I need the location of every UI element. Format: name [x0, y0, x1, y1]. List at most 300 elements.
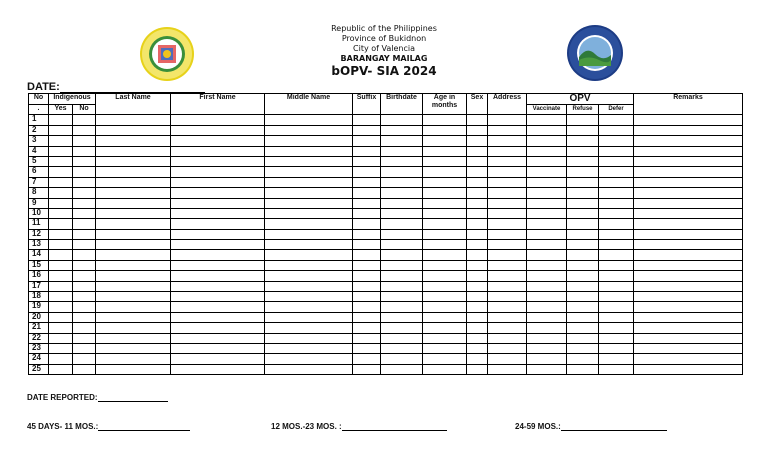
table-cell[interactable] [73, 292, 96, 302]
table-cell[interactable] [49, 136, 73, 146]
table-cell[interactable] [599, 177, 634, 187]
table-cell[interactable] [96, 125, 171, 135]
table-cell[interactable] [527, 292, 567, 302]
table-cell[interactable] [527, 364, 567, 374]
table-cell[interactable] [634, 240, 743, 250]
table-cell[interactable] [599, 271, 634, 281]
table-cell[interactable] [467, 198, 488, 208]
table-cell[interactable] [265, 323, 353, 333]
table-cell[interactable] [265, 208, 353, 218]
table-cell[interactable] [599, 115, 634, 125]
table-cell[interactable] [527, 333, 567, 343]
table-cell[interactable] [265, 198, 353, 208]
table-cell[interactable] [73, 250, 96, 260]
table-cell[interactable] [353, 260, 381, 270]
table-cell[interactable] [527, 219, 567, 229]
table-cell[interactable] [49, 333, 73, 343]
table-cell[interactable] [527, 229, 567, 239]
table-cell[interactable] [96, 323, 171, 333]
table-cell[interactable] [527, 167, 567, 177]
table-cell[interactable] [265, 167, 353, 177]
table-cell[interactable] [353, 177, 381, 187]
table-cell[interactable] [634, 125, 743, 135]
table-cell[interactable] [49, 177, 73, 187]
table-cell[interactable] [423, 146, 467, 156]
age-group-2-blank[interactable] [342, 422, 447, 431]
table-cell[interactable] [423, 219, 467, 229]
table-cell[interactable] [171, 271, 265, 281]
table-cell[interactable] [171, 364, 265, 374]
table-cell[interactable] [634, 188, 743, 198]
table-cell[interactable] [353, 219, 381, 229]
table-cell[interactable] [96, 156, 171, 166]
table-cell[interactable] [96, 188, 171, 198]
table-cell[interactable] [265, 250, 353, 260]
table-cell[interactable] [567, 188, 599, 198]
table-cell[interactable] [381, 271, 423, 281]
table-cell[interactable] [634, 312, 743, 322]
table-cell[interactable] [381, 240, 423, 250]
table-cell[interactable] [527, 188, 567, 198]
table-cell[interactable] [527, 240, 567, 250]
table-cell[interactable] [265, 136, 353, 146]
table-cell[interactable] [353, 240, 381, 250]
table-cell[interactable] [49, 354, 73, 364]
table-cell[interactable] [353, 198, 381, 208]
table-cell[interactable] [49, 364, 73, 374]
table-cell[interactable] [265, 156, 353, 166]
table-cell[interactable] [488, 260, 527, 270]
table-cell[interactable] [488, 208, 527, 218]
table-cell[interactable] [423, 271, 467, 281]
table-cell[interactable] [488, 312, 527, 322]
table-cell[interactable] [634, 333, 743, 343]
table-cell[interactable] [96, 302, 171, 312]
table-cell[interactable] [73, 333, 96, 343]
table-cell[interactable] [599, 219, 634, 229]
table-cell[interactable] [567, 354, 599, 364]
table-cell[interactable] [423, 115, 467, 125]
table-cell[interactable] [527, 250, 567, 260]
table-cell[interactable] [488, 229, 527, 239]
table-cell[interactable] [599, 364, 634, 374]
table-cell[interactable] [353, 343, 381, 353]
table-cell[interactable] [599, 136, 634, 146]
table-cell[interactable] [467, 250, 488, 260]
table-cell[interactable] [527, 323, 567, 333]
table-cell[interactable] [171, 240, 265, 250]
table-cell[interactable] [599, 156, 634, 166]
table-cell[interactable] [171, 219, 265, 229]
table-cell[interactable] [353, 333, 381, 343]
table-cell[interactable] [265, 312, 353, 322]
table-cell[interactable] [353, 364, 381, 374]
table-cell[interactable] [265, 229, 353, 239]
table-cell[interactable] [634, 177, 743, 187]
table-cell[interactable] [567, 250, 599, 260]
table-cell[interactable] [634, 167, 743, 177]
table-cell[interactable] [634, 136, 743, 146]
table-cell[interactable] [49, 260, 73, 270]
table-cell[interactable] [171, 323, 265, 333]
table-cell[interactable] [423, 333, 467, 343]
table-cell[interactable] [634, 229, 743, 239]
table-cell[interactable] [467, 167, 488, 177]
table-cell[interactable] [567, 198, 599, 208]
table-cell[interactable] [423, 250, 467, 260]
table-cell[interactable] [73, 167, 96, 177]
age-group-1-blank[interactable] [98, 422, 190, 431]
table-cell[interactable] [96, 136, 171, 146]
table-cell[interactable] [567, 146, 599, 156]
table-cell[interactable] [73, 364, 96, 374]
table-cell[interactable] [353, 115, 381, 125]
table-cell[interactable] [467, 343, 488, 353]
table-cell[interactable] [381, 156, 423, 166]
table-cell[interactable] [567, 136, 599, 146]
table-cell[interactable] [599, 312, 634, 322]
table-cell[interactable] [634, 302, 743, 312]
table-cell[interactable] [171, 156, 265, 166]
table-cell[interactable] [467, 271, 488, 281]
table-cell[interactable] [265, 302, 353, 312]
table-cell[interactable] [567, 229, 599, 239]
table-cell[interactable] [171, 167, 265, 177]
table-cell[interactable] [488, 292, 527, 302]
table-cell[interactable] [634, 146, 743, 156]
table-cell[interactable] [96, 292, 171, 302]
table-cell[interactable] [634, 343, 743, 353]
table-cell[interactable] [423, 260, 467, 270]
table-cell[interactable] [567, 364, 599, 374]
table-cell[interactable] [73, 302, 96, 312]
table-cell[interactable] [567, 281, 599, 291]
table-cell[interactable] [49, 125, 73, 135]
table-cell[interactable] [423, 323, 467, 333]
table-cell[interactable] [73, 115, 96, 125]
table-cell[interactable] [171, 136, 265, 146]
table-cell[interactable] [488, 177, 527, 187]
table-cell[interactable] [353, 323, 381, 333]
table-cell[interactable] [423, 198, 467, 208]
table-cell[interactable] [171, 198, 265, 208]
table-cell[interactable] [527, 312, 567, 322]
table-cell[interactable] [73, 260, 96, 270]
table-cell[interactable] [353, 292, 381, 302]
table-cell[interactable] [599, 198, 634, 208]
table-cell[interactable] [96, 333, 171, 343]
table-cell[interactable] [73, 240, 96, 250]
table-cell[interactable] [265, 177, 353, 187]
table-cell[interactable] [488, 281, 527, 291]
table-cell[interactable] [381, 364, 423, 374]
table-cell[interactable] [171, 208, 265, 218]
table-cell[interactable] [73, 125, 96, 135]
table-cell[interactable] [73, 208, 96, 218]
table-cell[interactable] [381, 136, 423, 146]
table-cell[interactable] [73, 219, 96, 229]
table-cell[interactable] [49, 115, 73, 125]
table-cell[interactable] [423, 208, 467, 218]
table-cell[interactable] [567, 240, 599, 250]
table-cell[interactable] [634, 208, 743, 218]
table-cell[interactable] [423, 302, 467, 312]
table-cell[interactable] [467, 312, 488, 322]
table-cell[interactable] [488, 271, 527, 281]
table-cell[interactable] [527, 115, 567, 125]
table-cell[interactable] [265, 354, 353, 364]
table-cell[interactable] [467, 115, 488, 125]
table-cell[interactable] [634, 281, 743, 291]
table-cell[interactable] [353, 354, 381, 364]
table-cell[interactable] [467, 323, 488, 333]
table-cell[interactable] [381, 167, 423, 177]
table-cell[interactable] [381, 115, 423, 125]
table-cell[interactable] [265, 240, 353, 250]
table-cell[interactable] [527, 343, 567, 353]
table-cell[interactable] [467, 364, 488, 374]
table-cell[interactable] [488, 136, 527, 146]
table-cell[interactable] [488, 156, 527, 166]
table-cell[interactable] [49, 229, 73, 239]
table-cell[interactable] [634, 292, 743, 302]
table-cell[interactable] [49, 146, 73, 156]
table-cell[interactable] [49, 271, 73, 281]
table-cell[interactable] [599, 323, 634, 333]
table-cell[interactable] [73, 136, 96, 146]
table-cell[interactable] [96, 115, 171, 125]
date-blank-line[interactable] [60, 83, 205, 93]
table-cell[interactable] [599, 188, 634, 198]
table-cell[interactable] [49, 302, 73, 312]
table-cell[interactable] [488, 250, 527, 260]
table-cell[interactable] [527, 198, 567, 208]
table-cell[interactable] [353, 312, 381, 322]
table-cell[interactable] [73, 343, 96, 353]
table-cell[interactable] [96, 177, 171, 187]
table-cell[interactable] [423, 136, 467, 146]
table-cell[interactable] [353, 229, 381, 239]
table-cell[interactable] [171, 333, 265, 343]
table-cell[interactable] [527, 354, 567, 364]
table-cell[interactable] [567, 333, 599, 343]
table-cell[interactable] [423, 167, 467, 177]
table-cell[interactable] [527, 125, 567, 135]
table-cell[interactable] [265, 146, 353, 156]
table-cell[interactable] [423, 343, 467, 353]
table-cell[interactable] [634, 354, 743, 364]
table-cell[interactable] [423, 312, 467, 322]
table-cell[interactable] [265, 364, 353, 374]
table-cell[interactable] [73, 229, 96, 239]
table-cell[interactable] [381, 125, 423, 135]
table-cell[interactable] [381, 188, 423, 198]
table-cell[interactable] [599, 146, 634, 156]
table-cell[interactable] [171, 260, 265, 270]
table-cell[interactable] [467, 125, 488, 135]
table-cell[interactable] [353, 156, 381, 166]
table-cell[interactable] [265, 115, 353, 125]
table-cell[interactable] [171, 292, 265, 302]
table-cell[interactable] [73, 312, 96, 322]
table-cell[interactable] [567, 177, 599, 187]
table-cell[interactable] [527, 271, 567, 281]
date-reported-blank[interactable] [98, 393, 168, 402]
table-cell[interactable] [49, 281, 73, 291]
table-cell[interactable] [467, 292, 488, 302]
table-cell[interactable] [353, 136, 381, 146]
table-cell[interactable] [49, 250, 73, 260]
table-cell[interactable] [381, 323, 423, 333]
table-cell[interactable] [567, 208, 599, 218]
table-cell[interactable] [488, 364, 527, 374]
table-cell[interactable] [567, 302, 599, 312]
table-cell[interactable] [467, 240, 488, 250]
table-cell[interactable] [634, 260, 743, 270]
table-cell[interactable] [171, 125, 265, 135]
table-cell[interactable] [73, 281, 96, 291]
table-cell[interactable] [488, 125, 527, 135]
table-cell[interactable] [381, 177, 423, 187]
table-cell[interactable] [73, 354, 96, 364]
table-cell[interactable] [381, 229, 423, 239]
table-cell[interactable] [171, 312, 265, 322]
table-cell[interactable] [96, 364, 171, 374]
table-cell[interactable] [467, 354, 488, 364]
table-cell[interactable] [423, 177, 467, 187]
table-cell[interactable] [353, 188, 381, 198]
table-cell[interactable] [381, 281, 423, 291]
table-cell[interactable] [634, 250, 743, 260]
table-cell[interactable] [73, 271, 96, 281]
table-cell[interactable] [423, 354, 467, 364]
table-cell[interactable] [353, 167, 381, 177]
table-cell[interactable] [96, 312, 171, 322]
table-cell[interactable] [171, 177, 265, 187]
table-cell[interactable] [467, 146, 488, 156]
table-cell[interactable] [423, 229, 467, 239]
table-cell[interactable] [467, 188, 488, 198]
table-cell[interactable] [353, 208, 381, 218]
table-cell[interactable] [96, 219, 171, 229]
table-cell[interactable] [634, 271, 743, 281]
table-cell[interactable] [599, 260, 634, 270]
table-cell[interactable] [49, 292, 73, 302]
table-cell[interactable] [171, 302, 265, 312]
table-cell[interactable] [265, 125, 353, 135]
table-cell[interactable] [567, 167, 599, 177]
table-cell[interactable] [527, 177, 567, 187]
table-cell[interactable] [467, 229, 488, 239]
table-cell[interactable] [527, 260, 567, 270]
table-cell[interactable] [381, 333, 423, 343]
table-cell[interactable] [467, 177, 488, 187]
table-cell[interactable] [171, 115, 265, 125]
table-cell[interactable] [567, 219, 599, 229]
table-cell[interactable] [49, 343, 73, 353]
table-cell[interactable] [599, 240, 634, 250]
table-cell[interactable] [527, 136, 567, 146]
table-cell[interactable] [527, 156, 567, 166]
table-cell[interactable] [423, 240, 467, 250]
table-cell[interactable] [488, 354, 527, 364]
table-cell[interactable] [171, 188, 265, 198]
table-cell[interactable] [599, 281, 634, 291]
table-cell[interactable] [634, 115, 743, 125]
table-cell[interactable] [353, 250, 381, 260]
table-cell[interactable] [567, 260, 599, 270]
table-cell[interactable] [567, 115, 599, 125]
table-cell[interactable] [488, 302, 527, 312]
table-cell[interactable] [423, 281, 467, 291]
table-cell[interactable] [467, 208, 488, 218]
table-cell[interactable] [73, 323, 96, 333]
table-cell[interactable] [73, 198, 96, 208]
table-cell[interactable] [567, 125, 599, 135]
table-cell[interactable] [381, 250, 423, 260]
table-cell[interactable] [634, 219, 743, 229]
table-cell[interactable] [96, 208, 171, 218]
table-cell[interactable] [488, 146, 527, 156]
table-cell[interactable] [488, 343, 527, 353]
table-cell[interactable] [73, 146, 96, 156]
table-cell[interactable] [599, 208, 634, 218]
table-cell[interactable] [171, 354, 265, 364]
table-cell[interactable] [634, 156, 743, 166]
table-cell[interactable] [488, 188, 527, 198]
table-cell[interactable] [467, 333, 488, 343]
table-cell[interactable] [567, 343, 599, 353]
table-cell[interactable] [599, 167, 634, 177]
table-cell[interactable] [381, 343, 423, 353]
table-cell[interactable] [96, 271, 171, 281]
table-cell[interactable] [265, 219, 353, 229]
table-cell[interactable] [381, 219, 423, 229]
table-cell[interactable] [49, 312, 73, 322]
table-cell[interactable] [265, 292, 353, 302]
table-cell[interactable] [265, 281, 353, 291]
table-cell[interactable] [96, 250, 171, 260]
table-cell[interactable] [467, 260, 488, 270]
table-cell[interactable] [171, 250, 265, 260]
table-cell[interactable] [527, 208, 567, 218]
table-cell[interactable] [49, 198, 73, 208]
table-cell[interactable] [353, 146, 381, 156]
table-cell[interactable] [423, 156, 467, 166]
table-cell[interactable] [265, 343, 353, 353]
table-cell[interactable] [634, 323, 743, 333]
table-cell[interactable] [171, 146, 265, 156]
table-cell[interactable] [527, 281, 567, 291]
table-cell[interactable] [49, 323, 73, 333]
table-cell[interactable] [381, 312, 423, 322]
table-cell[interactable] [488, 323, 527, 333]
table-cell[interactable] [467, 156, 488, 166]
table-cell[interactable] [171, 229, 265, 239]
table-cell[interactable] [488, 240, 527, 250]
table-cell[interactable] [567, 312, 599, 322]
table-cell[interactable] [353, 125, 381, 135]
table-cell[interactable] [381, 354, 423, 364]
table-cell[interactable] [599, 292, 634, 302]
table-cell[interactable] [96, 354, 171, 364]
table-cell[interactable] [265, 188, 353, 198]
table-cell[interactable] [567, 156, 599, 166]
table-cell[interactable] [634, 364, 743, 374]
table-cell[interactable] [599, 333, 634, 343]
table-cell[interactable] [599, 250, 634, 260]
table-cell[interactable] [527, 146, 567, 156]
